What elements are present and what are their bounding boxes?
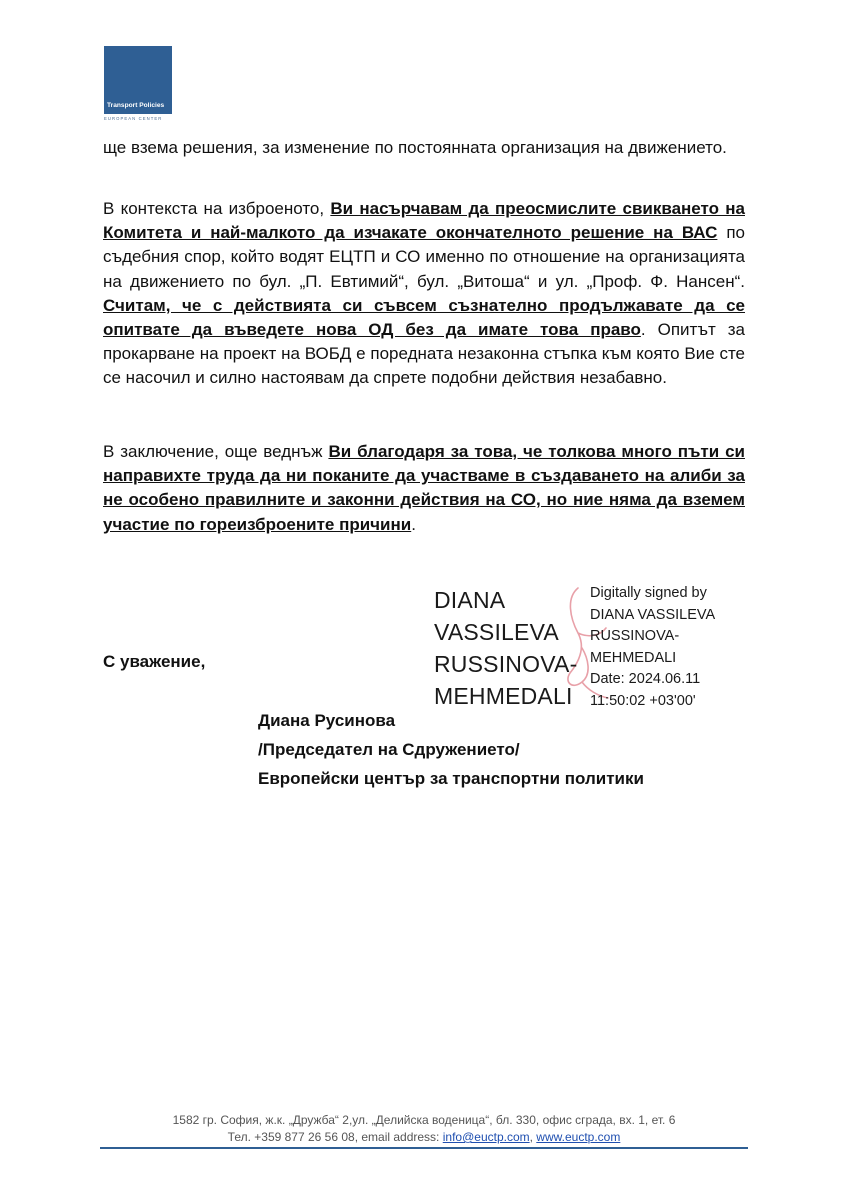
footer-contacts [100,1129,748,1146]
footer-separator: , [529,1130,537,1144]
logo-title: Transport Policies [107,102,165,109]
signer-block [258,706,644,793]
paragraph-1-text: ще взема решения, за изменение по постоянната организация на движението. [103,138,727,157]
paragraph-2-text-1: В контекста на изброеното, [103,199,331,218]
signer-position: /Председател на Сдружението/ [258,740,520,759]
signature-name-line: MEHMEDALI [434,683,573,709]
email-link[interactable]: info@euctp.com [442,1130,530,1144]
paragraph-3-text-2: . [411,514,416,534]
signature-info-line: MEHMEDALI [590,649,677,666]
signature-name-line: VASSILEVA [434,619,559,645]
paragraph-3 [103,440,745,537]
footer-phone: Тел. +359 877 26 56 08, email address: [227,1130,443,1144]
signature-name [434,584,577,712]
signature-name-line: DIANA [434,587,506,613]
signer-name: Диана Русинова [258,711,396,730]
company-logo [104,46,172,114]
signature-info-line: Date: 2024.06.11 [590,671,701,687]
footer-address: 1582 гр. София, ж.к. „Дружба“ 2,ул. „Делийска воденица“, бл. 330, офис сграда, вх. 1, ет. 6 [172,1113,676,1127]
salutation: С уважение, [103,652,206,671]
signature-info-line: DIANA VASSILEVA [590,606,716,623]
paragraph-2-emphasis-1: Ви насърчавам да преосмислите свикването на Комитета и най-малкото да изчакате окончателното решение на ВАС [103,199,745,243]
paragraph-3-emphasis-1: Ви благодаря за това, че толкова много пъти си направихте труда да ни поканите да участваме в създаването на алиби за не особено правилните и законни действия на СО, но ние няма да вземем участие по гореизброените причини [103,442,745,534]
paragraph-3-text-1: В заключение, още веднъж [103,442,329,461]
signature-name-line: RUSSINOVA- [434,651,578,677]
signature-info-line: 11:50:02 +03'00' [590,692,696,709]
paragraph-2-text-2: по съдебния спор, който водят ЕЦТП и СО именно по отношение на организацията на движението по бул. „П. Евтимий“, бул. „Витоша“ и ул. „Проф. Ф. Нансен“. [103,223,745,291]
signature-info-line: RUSSINOVA- [590,628,680,644]
paragraph-1 [103,136,745,160]
footer [100,1112,748,1146]
website-link[interactable]: www.euctp.com [536,1130,621,1144]
paragraph-2 [103,197,745,391]
signature-info-line: Digitally signed by [590,585,707,601]
paragraph-2-emphasis-2: Считам, че с действията си съвсем съзнателно продължавате да се опитвате да въведете нова ОД без да имате това право [103,295,745,340]
signature-info [590,583,715,712]
paragraph-2-text-3: . Опитът за прокарване на проект на ВОБД е поредната незаконна стъпка към която Вие сте се насочил и силно настоявам да спрете подобни действия незабавно. [103,320,745,388]
logo-subtitle: EUROPEAN CENTER [104,116,163,121]
footer-divider [100,1147,748,1149]
signer-organization: Европейски център за транспортни политики [258,769,644,788]
